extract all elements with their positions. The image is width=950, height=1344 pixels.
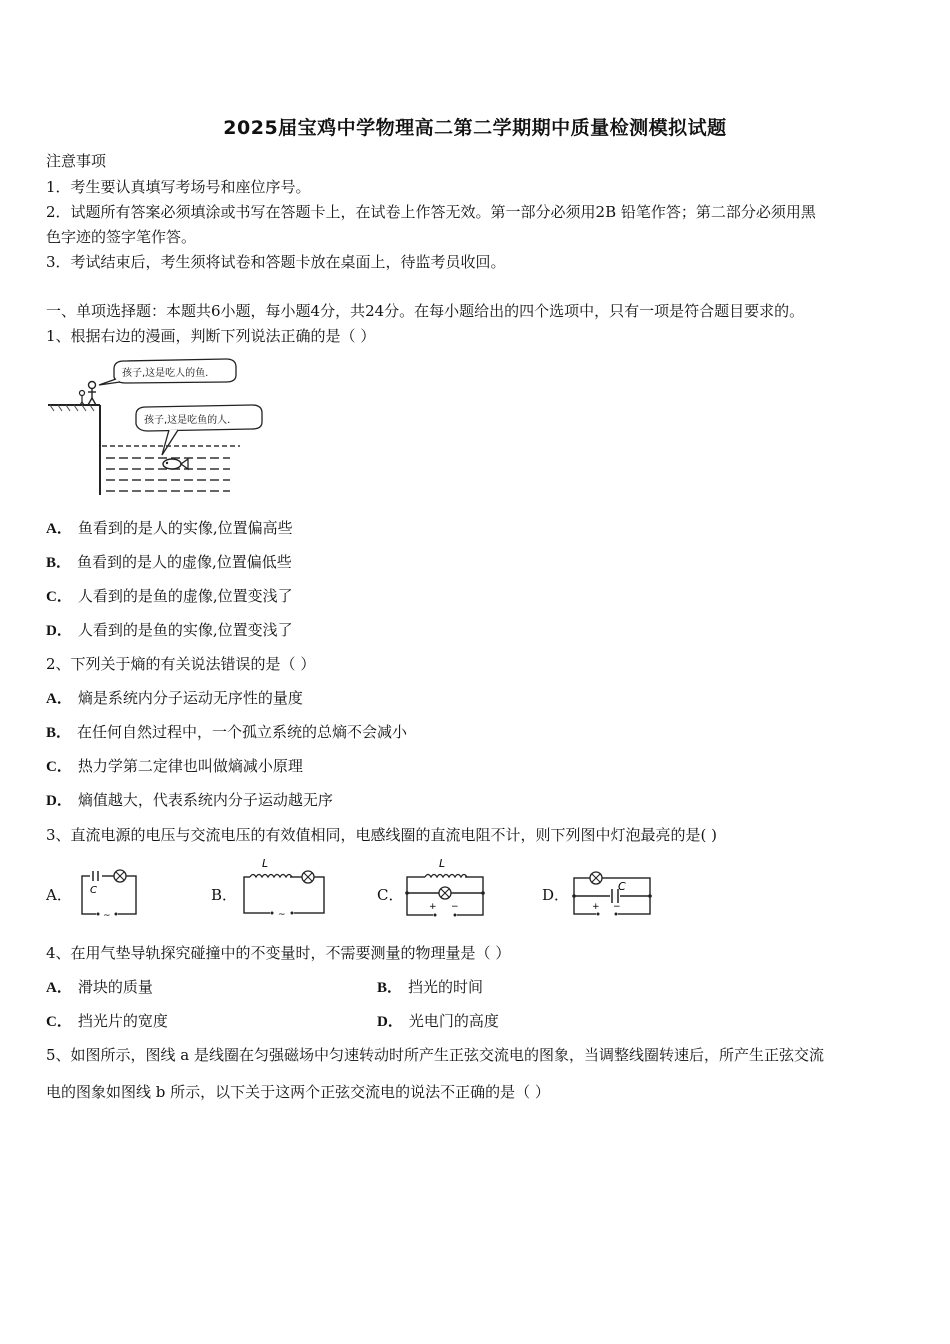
notice-heading: 注意事项 bbox=[46, 152, 107, 170]
circuit-b bbox=[238, 855, 330, 921]
q2-option-c: C． 热力学第二定律也叫做熵减小原理 bbox=[46, 757, 303, 775]
notice-item: 色字迹的签字笔作答。 bbox=[46, 228, 197, 246]
q2-option-a: A． 熵是系统内分子运动无序性的量度 bbox=[46, 689, 303, 707]
section-header: 一、单项选择题：本题共6小题，每小题4分，共24分。在每小题给出的四个选项中，只有一项是符合题目要求的。 bbox=[46, 302, 805, 320]
q4-option-b: B． 挡光的时间 bbox=[377, 978, 484, 996]
inductor-label: L bbox=[262, 857, 269, 870]
q4-option-d: D． 光电门的高度 bbox=[377, 1012, 499, 1030]
question-1-stem: 1、根据右边的漫画，判断下列说法正确的是（ ） bbox=[46, 327, 376, 345]
circuit-c bbox=[403, 855, 487, 921]
circuit-d bbox=[570, 862, 656, 920]
question-4-stem: 4、在用气垫导轨探究碰撞中的不变量时，不需要测量的物理量是（ ） bbox=[46, 944, 511, 962]
q1-option-c: C． 人看到的是鱼的虚像,位置变浅了 bbox=[46, 587, 293, 605]
notice-item: 3．考试结束后，考生须将试卷和答题卡放在桌面上，待监考员收回。 bbox=[46, 253, 506, 271]
minus-terminal: − bbox=[613, 902, 621, 912]
question-2-stem: 2、下列关于熵的有关说法错误的是（ ） bbox=[46, 655, 316, 673]
cartoon-figure bbox=[44, 355, 274, 500]
q2-option-b: B． 在任何自然过程中，一个孤立系统的总熵不会减小 bbox=[46, 723, 408, 741]
minus-terminal: − bbox=[451, 902, 459, 912]
q3-option-c-label: C． bbox=[377, 886, 404, 904]
plus-terminal: + bbox=[592, 902, 600, 912]
capacitor-label: C bbox=[618, 880, 626, 893]
notice-item: 1．考生要认真填写考场号和座位序号。 bbox=[46, 178, 311, 196]
capacitor-label: C bbox=[90, 885, 97, 896]
question-3-stem: 3、直流电源的电压与交流电压的有效值相同，电感线圈的直流电阻不计，则下列图中灯泡最亮的是( ) bbox=[46, 826, 718, 844]
q3-option-d-label: D． bbox=[542, 886, 570, 904]
q2-option-d: D． 熵值越大，代表系统内分子运动越无序 bbox=[46, 791, 333, 809]
person-bubble-text: 孩子,这是吃人的鱼. bbox=[122, 368, 209, 379]
q3-option-a-label: A． bbox=[46, 886, 72, 904]
q1-option-d: D． 人看到的是鱼的实像,位置变浅了 bbox=[46, 621, 293, 639]
fish-bubble-text: 孩子,这是吃鱼的人. bbox=[144, 415, 231, 426]
q1-option-a: A． 鱼看到的是人的实像,位置偏高些 bbox=[46, 519, 293, 537]
q1-option-b: B． 鱼看到的是人的虚像,位置偏低些 bbox=[46, 553, 292, 571]
q4-option-a: A． 滑块的质量 bbox=[46, 978, 153, 996]
q4-option-c: C． 挡光片的宽度 bbox=[46, 1012, 168, 1030]
ac-source-symbol: ~ bbox=[278, 910, 286, 920]
plus-terminal: + bbox=[429, 902, 437, 912]
q3-option-b-label: B． bbox=[211, 886, 238, 904]
question-5-stem-line-2: 电的图象如图线 b 所示，以下关于这两个正弦交流电的说法不正确的是（ ） bbox=[46, 1083, 550, 1101]
question-5-stem-line-1: 5、如图所示，图线 a 是线圈在匀强磁场中匀速转动时所产生正弦交流电的图象，当调整线圈转速后，所产生正弦交流 bbox=[46, 1046, 825, 1064]
notice-item: 2．试题所有答案必须填涂或书写在答题卡上，在试卷上作答无效。第一部分必须用2B 铅笔作答；第二部分必须用黑 bbox=[46, 203, 816, 221]
page-title: 2025届宝鸡中学物理高二第二学期期中质量检测模拟试题 bbox=[223, 117, 727, 139]
inductor-label: L bbox=[439, 857, 446, 870]
ac-source-symbol: ~ bbox=[103, 911, 111, 920]
circuit-a bbox=[76, 862, 142, 920]
